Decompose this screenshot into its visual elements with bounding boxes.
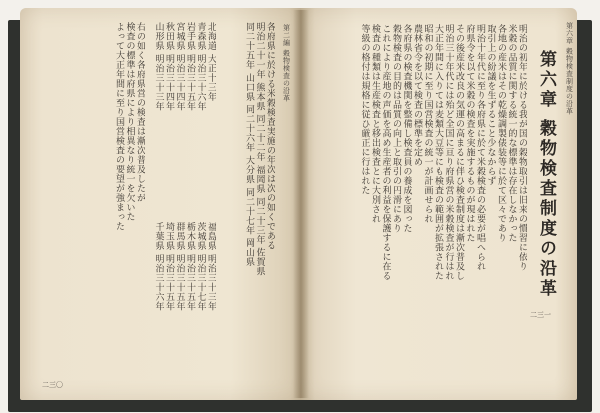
list-item: 栃木県 明治三十五年 [185,222,195,311]
right-page-number: 二三一 [530,311,551,319]
body-text-line: 大正年間に入りては麦類大豆等にも検査の範囲が拡張された [433,24,443,281]
body-text-line: 等級の格付は規格に従ひ厳正に行はれた [359,24,370,195]
list-item: 宮城県 明治三十四年 [174,22,185,111]
left-page-body [35,22,145,382]
list-item: 千葉県 明治三十六年 [153,222,164,311]
body-text-line: 各地の産米はその乾燥調製俵装等に於て区々であり [496,24,506,243]
body-text-line: よって大正年間に至り国営検査の要望が強まった [114,22,124,231]
body-text-line: 各府県の検査機関を整備し検査員の養成を図った [401,24,412,233]
body-text-line: 穀物検査の目的は品質の向上と取引の円滑にあり [391,24,401,233]
body-text-line: その後産米改良の気運の高まるに伴ひ検査制度は漸次普及し [454,24,464,281]
list-item: 岩手県 明治三十五年 [185,22,195,111]
list-item: 群馬県 明治三十五年 [174,222,185,311]
body-text-line: 検査の種類は生産検査と移出検査とに大別され [370,24,380,224]
body-text-line: 明治三十年代には殆ど全国に亘り府県営の米穀検査が行はれ [443,24,454,281]
body-text-line: 検査の標準は府県により相異なり統一を欠いた [124,22,135,222]
left-page-list-b [150,222,216,392]
left-page-intro [220,22,275,382]
list-item: 青森県 明治三十六年 [195,22,206,111]
right-page-body [305,24,527,394]
body-text-line: 取引上の紛議を生ずること少なからず [485,24,496,186]
body-text-line: 明治の初年に於ける我が国の穀物取引は旧来の慣習に依り [517,24,527,271]
list-item: 秋田県 明治三十四年 [164,22,174,111]
body-text-line: 同二十五年 山口県 同二十六年 大分県 同二十七年 岡山県 [244,22,254,267]
left-page-number: 二三〇 [42,381,63,389]
right-page-header: 第六章 穀物検査制度の沿革 [565,22,574,115]
list-item: 茨城県 明治三十七年 [195,222,206,311]
list-item: 福島県 明治三十三年 [206,222,216,311]
body-text-line: 各府県に於ける米穀検査実施の年次は次の如くである [265,22,275,250]
chapter-title: 第六章 穀物検査制度の沿革 [536,50,556,299]
list-item: 埼玉県 明治三十五年 [164,222,174,311]
list-item: 北海道 大正十三年 [206,22,216,102]
body-text-line: 明治二十一年 熊本県 同二十二年 福岡県 同二十三年 佐賀県 [254,22,265,277]
list-item: 山形県 明治三十三年 [153,22,164,111]
body-text-line: 昭和の初期に至り国営検査の統一が計画せられ [422,24,433,224]
body-text-line: 府県令を以て米穀の検査を実施するものが現はれた [464,24,475,243]
body-text-line: 明治十年代に至り各府県に於て米穀検査の必要が唱へられ [475,24,485,271]
body-text-line: 米穀の品質に関する統一的な標準は存在しなかった [506,24,517,243]
body-text-line: 農林省令を以て検査の標準を定め [412,24,422,167]
body-text-line: 右の如く各府県営の検査は漸次普及したが [135,22,145,203]
left-page-list-a [150,22,216,192]
body-text-line: これにより産地の声価を高め生産者の利益を保護するに在る [380,24,391,281]
left-page-header: 第二編 穀物検査の沿革 [282,24,291,102]
